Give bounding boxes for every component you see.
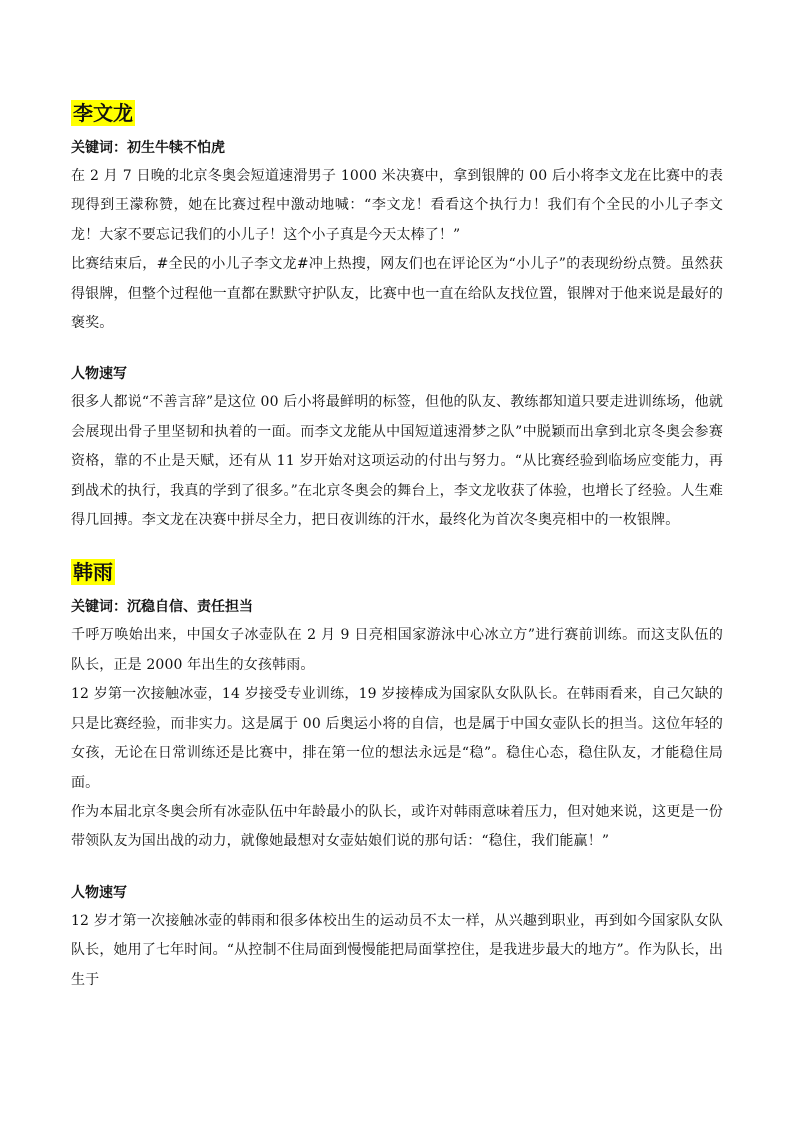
profile-heading: 人物速写 <box>71 366 127 383</box>
keyword-line: 关键词：初生牛犊不怕虎 <box>71 140 225 156</box>
section-title-han-yu: 韩雨 <box>73 560 113 585</box>
paragraph: 比赛结束后，#全民的小儿子李文龙#冲上热搜，网友们也在评论区为“小儿子”的表现纷纷点赞。虽然获得银牌，但整个过程他一直都在默默守护队友，比赛中也一直在给队友找位置，银牌对于他来说是最好的褒奖。 <box>71 256 723 332</box>
section-title-li-wenlong: 李文龙 <box>73 101 133 125</box>
keyword-line: 关键词：沉稳自信、责任担当 <box>71 599 253 616</box>
profile-paragraph: 很多人都说“不善言辞”是这位 00 后小将最鲜明的标签，但他的队友、教练都知道只要走进训练场，他就会展现出骨子里坚韧和执着的一面。而李文龙能从中国短道速滑梦之队”中脱颖而出拿到北京冬奥会参赛资格，靠的不止是天赋，还有从 11 岁开始对这项运动的付出与努力。“从比赛经验到临场应变能力，再到战术的执行，我真的学到了很多。”在北京冬奥会的舞台上，李文龙收获了体验，也增长了经验。人生难得几回搏。李文龙在决赛中拼尽全力，把日夜训练的汗水，最终化为首次冬奥亮相中的一枚银牌。 <box>71 394 723 529</box>
profile-heading: 人物速写 <box>71 884 127 901</box>
paragraph: 千呼万唤始出来，中国女子冰壶队在 2 月 9 日亮相国家游泳中心冰立方”进行赛前训练。而这支队伍的队长，正是 2000 年出生的女孩韩雨。 <box>71 627 723 673</box>
paragraph: 在 2 月 7 日晚的北京冬奥会短道速滑男子 1000 米决赛中，拿到银牌的 00 后小将李文龙在比赛中的表现得到王濛称赞，她在比赛过程中激动地喊：“李文龙！看看这个执行力！我们有个全民的小儿子李文龙！大家不要忘记我们的小儿子！这个小子真是今天太棒了！” <box>71 168 723 243</box>
paragraph: 作为本届北京冬奥会所有冰壶队伍中年龄最小的队长，或许对韩雨意味着压力，但对她来说，这更是一份带领队友为国出战的动力，就像她最想对女壶姑娘们说的那句话：“稳住，我们能赢！” <box>71 803 723 850</box>
profile-paragraph: 12 岁才第一次接触冰壶的韩雨和很多体校出生的运动员不太一样，从兴趣到职业，再到如今国家队女队队长，她用了七年时间。“从控制不住局面到慢慢能把局面掌控住，是我进步最大的地方”。作为队长，出生于 <box>71 912 723 988</box>
document-content <box>71 100 723 995</box>
paragraph: 12 岁第一次接触冰壶，14 岁接受专业训练，19 岁接棒成为国家队女队队长。在韩雨看来，自己欠缺的只是比赛经验，而非实力。这是属于 00 后奥运小将的自信，也是属于中国女壶队长的担当。这位年轻的女孩，无论在日常训练还是比赛中，排在第一位的想法永远是“稳”。稳住心态，稳住队友，才能稳住局面。 <box>71 686 723 791</box>
